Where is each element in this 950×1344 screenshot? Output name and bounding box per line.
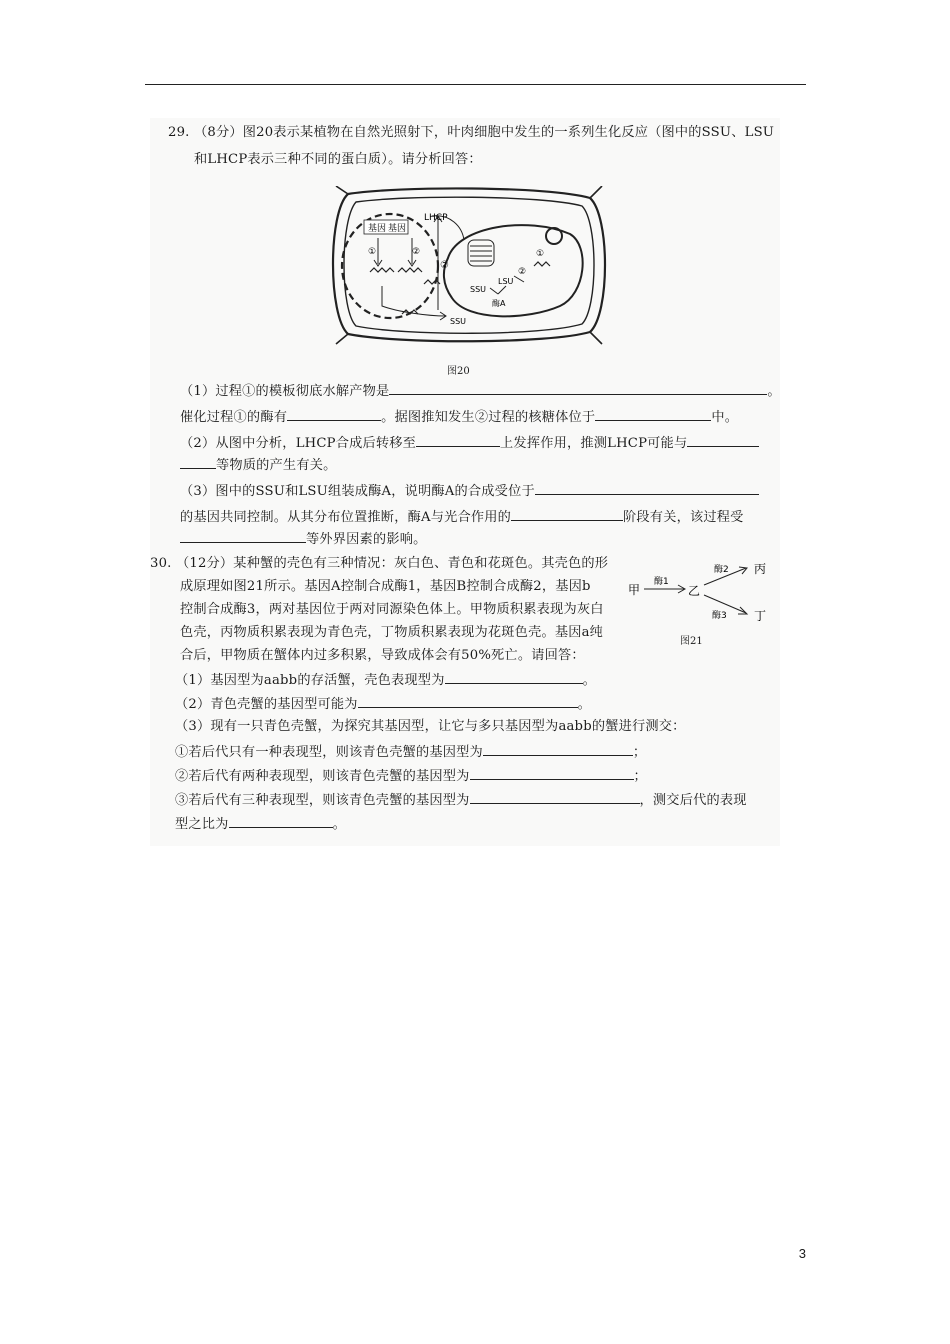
q30-part3-case1 xyxy=(175,742,646,762)
q29-part3-line3 xyxy=(180,529,427,549)
answer-blank[interactable] xyxy=(470,790,640,804)
figure-21-pathway xyxy=(628,558,770,630)
q30-part3-case3 xyxy=(175,790,747,810)
fig20-label-lsu: LSU xyxy=(498,277,514,286)
q30-intro-line1: 30. （12分）某种蟹的壳色有三种情况：灰白色、青色和花斑色。其壳色的形 xyxy=(150,556,609,571)
q29-intro-line1: 29. （8分）图20表示某植物在自然光照射下，叶肉细胞中发生的一系列生化反应（图中的SSU、LSU xyxy=(168,125,775,140)
fig20-label-gene: 基因 xyxy=(368,224,387,234)
q29-part2-line1 xyxy=(180,433,759,453)
fig20-label-ssu: SSU xyxy=(470,285,487,294)
q29-part3-end: 等外界因素的影响。 xyxy=(306,532,427,547)
fig21-enzyme2: 酶2 xyxy=(714,565,729,575)
q30-part2-end: 。 xyxy=(577,697,592,712)
page-number: 3 xyxy=(798,1246,806,1261)
q30-ratio-prompt: 型之比为 xyxy=(175,817,229,832)
fig20-label-c2b: ② xyxy=(440,260,449,271)
fig20-label-c1b: ① xyxy=(536,249,545,259)
q29-intro-line2: 和LHCP表示三种不同的蛋白质）。请分析回答： xyxy=(194,152,482,167)
q30-part2-prompt: （2）青色壳蟹的基因型可能为 xyxy=(175,697,358,712)
q29-part1-prompt: （1）过程①的模板彻底水解产物是 xyxy=(180,384,390,399)
q29-part1-line2-end: 中。 xyxy=(711,410,739,425)
q30-case3-prompt: ③若后代有三种表现型，则该青色壳蟹的基因型为 xyxy=(175,793,470,808)
q29-part3-factor-prompt: 阶段有关，该过程受 xyxy=(623,510,744,525)
q29-part2-prompt: （2）从图中分析，LHCP合成后转移至 xyxy=(180,436,417,451)
q30-part1-end: 。 xyxy=(582,673,596,688)
q30-case3-end: ，测交后代的表现 xyxy=(639,793,747,808)
q30-case2-prompt: ②若后代有两种表现型，则该青色壳蟹的基因型为 xyxy=(175,769,470,784)
fig21-enzyme1: 酶1 xyxy=(654,577,669,587)
fig20-label-ssu-bottom: SSU xyxy=(450,317,467,326)
q29-part3-prompt: （3）图中的SSU和LSU组装成酶A，说明酶A的合成受位于 xyxy=(180,484,535,499)
fig21-enzyme3: 酶3 xyxy=(712,611,727,621)
answer-blank[interactable] xyxy=(180,455,216,469)
fig20-label-c2: ② xyxy=(412,247,421,257)
q29-part3-line2 xyxy=(180,507,744,527)
answer-blank[interactable] xyxy=(445,670,583,684)
answer-blank[interactable] xyxy=(535,481,759,495)
answer-blank[interactable] xyxy=(180,529,306,543)
q29-part2-end: 等物质的产生有关。 xyxy=(216,458,337,473)
answer-blank[interactable] xyxy=(511,507,623,521)
q30-case1-prompt: ①若后代只有一种表现型，则该青色壳蟹的基因型为 xyxy=(175,745,483,760)
q30-case1-end: ； xyxy=(632,745,647,760)
q29-part1-line1 xyxy=(180,381,781,401)
q29-part1-end: 。 xyxy=(767,384,781,399)
header-rule xyxy=(145,84,806,85)
fig20-label-gene-2: 基因 xyxy=(388,224,407,234)
figure-20-caption: 图20 xyxy=(447,366,470,377)
fig21-bing: 丙 xyxy=(754,562,767,576)
q30-case2-end: ； xyxy=(633,769,647,784)
q30-intro-line3: 控制合成酶3，两对基因位于两对同源染色体上。甲物质积累表现为灰白 xyxy=(180,602,604,617)
q30-part1-prompt: （1）基因型为aabb的存活蟹，壳色表现型为 xyxy=(175,673,445,688)
q30-ratio-end: 。 xyxy=(332,817,346,832)
answer-blank[interactable] xyxy=(470,766,634,780)
fig20-label-c1: ① xyxy=(368,247,377,257)
q30-intro-line2: 成原理如图21所示。基因A控制合成酶1，基因B控制合成酶2，基因b xyxy=(180,579,591,594)
fig21-yi: 乙 xyxy=(688,584,701,598)
q29-part2-lhcp-prompt: 上发挥作用，推测LHCP可能与 xyxy=(500,436,688,451)
answer-blank[interactable] xyxy=(483,742,633,756)
answer-blank[interactable] xyxy=(687,433,759,447)
q29-part2-line2 xyxy=(180,455,337,475)
q30-part1 xyxy=(175,670,596,690)
q30-intro-line4: 色壳，丙物质积累表现为青色壳，丁物质积累表现为花斑色壳。基因a纯 xyxy=(180,625,604,640)
figure-21-caption: 图21 xyxy=(680,636,703,647)
figure-20-cell-diagram xyxy=(328,186,610,346)
answer-blank[interactable] xyxy=(287,407,381,421)
q29-part1-line2 xyxy=(180,407,738,427)
answer-blank[interactable] xyxy=(229,814,333,828)
fig21-jia: 甲 xyxy=(628,583,641,597)
fig20-label-enzyme-a: 酶A xyxy=(492,299,506,308)
q30-intro-line5: 合后，甲物质在蟹体内过多积累，导致成体会有50%死亡。请回答： xyxy=(180,648,585,663)
fig21-ding: 丁 xyxy=(754,609,767,623)
q30-part3-intro: （3）现有一只青色壳蟹，为探究其基因型，让它与多只基因型为aabb的蟹进行测交： xyxy=(175,719,686,734)
q30-part2 xyxy=(175,694,591,714)
fig20-label-c2c: ② xyxy=(518,267,527,277)
q30-part3-case2 xyxy=(175,766,647,786)
answer-blank[interactable] xyxy=(416,433,500,447)
q29-part3-line1 xyxy=(180,481,759,501)
q30-part3-ratio xyxy=(175,814,346,834)
fig20-label-lhcp: LHCP xyxy=(424,213,448,223)
answer-blank[interactable] xyxy=(595,407,711,421)
answer-blank[interactable] xyxy=(389,381,767,395)
q29-part1-ribosome-prompt: 。据图推知发生②过程的核糖体位于 xyxy=(381,410,596,425)
q29-part1-enzyme-prompt: 催化过程①的酶有 xyxy=(180,410,288,425)
q29-part3-stage-prompt: 的基因共同控制。从其分布位置推断，酶A与光合作用的 xyxy=(180,510,512,525)
answer-blank[interactable] xyxy=(358,694,578,708)
